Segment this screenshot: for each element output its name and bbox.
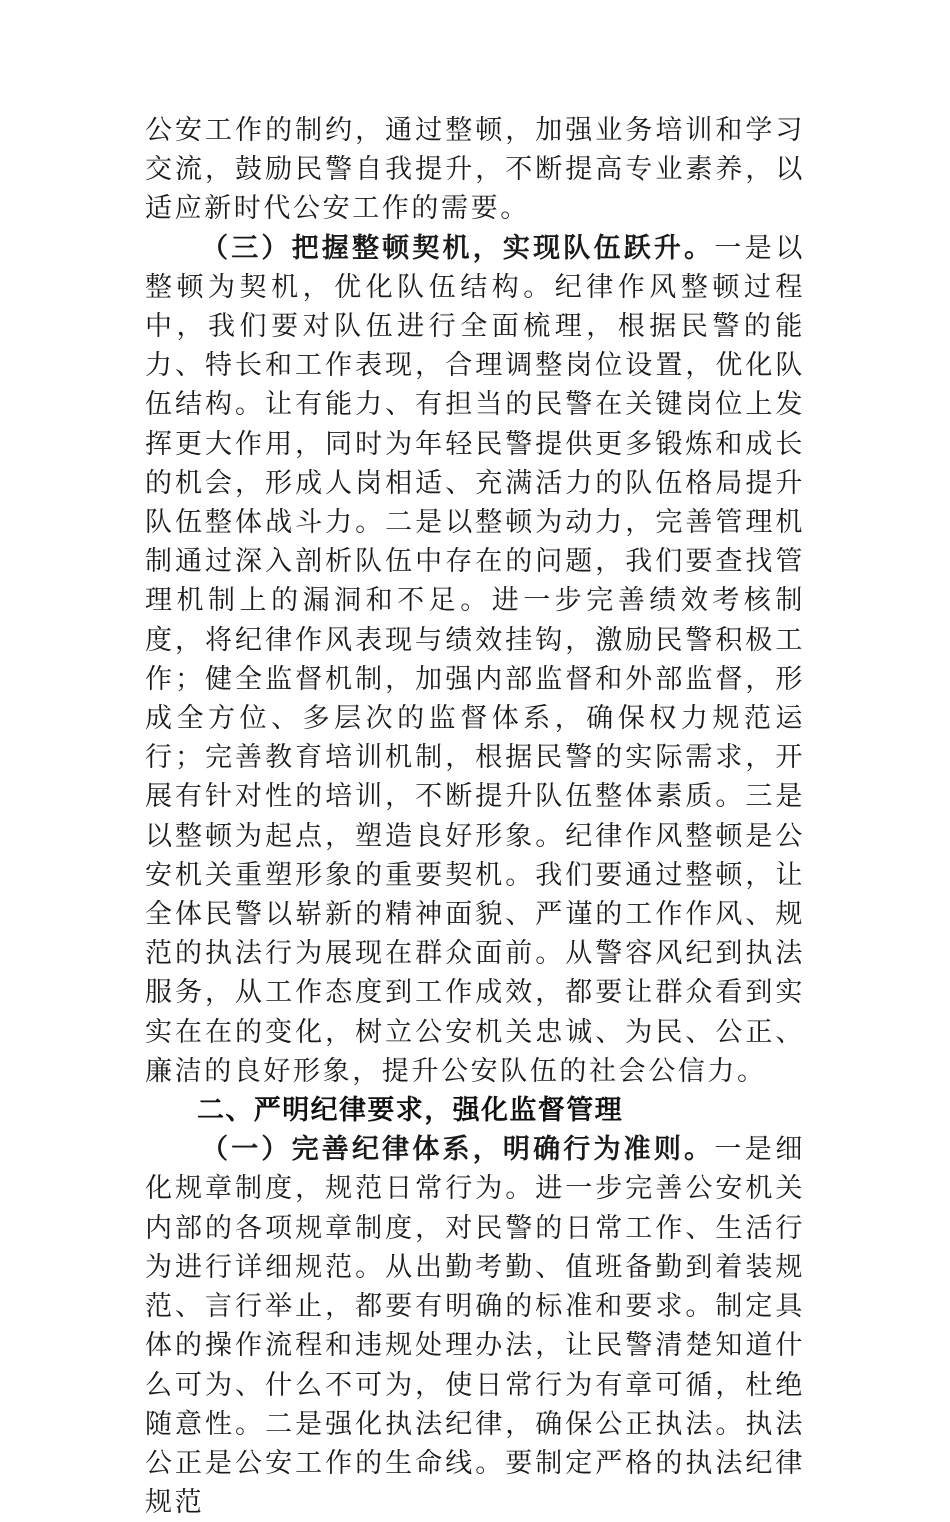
document-page — [145, 111, 805, 1522]
section-three-paragraph — [145, 229, 805, 1091]
section-three-lead: （三）把握整顿契机，实现队伍跃升。 — [201, 232, 715, 264]
continuation-paragraph: 公安工作的制约，通过整顿，加强业务培训和学习交流，鼓励民警自我提升，不断提高专业素养，以适应新时代公安工作的需要。 — [145, 115, 805, 225]
section-three-body: 一是以整顿为契机，优化队伍结构。纪律作风整顿过程中，我们要对队伍进行全面梳理，根据民警的能力、特长和工作表现，合理调整岗位设置，优化队伍结构。让有能力、有担当的民警在关键岗位上发挥更大作用，同时为年轻民警提供更多锻炼和成长的机会，形成人岗相适、充满活力的队伍格局提升队伍整体战斗力。二是以整顿为动力，完善管理机制通过深入剖析队伍中存在的问题，我们要查找管理机制上的漏洞和不足。进一步完善绩效考核制度，将纪律作风表现与绩效挂钩，激励民警积极工作；健全监督机制，加强内部监督和外部监督，形成全方位、多层次的监督体系，确保权力规范运行；完善教育培训机制，根据民警的实际需求，开展有针对性的培训，不断提升队伍整体素质。三是以整顿为起点，塑造良好形象。纪律作风整顿是公安机关重塑形象的重要契机。我们要通过整顿，让全体民警以崭新的精神面貌、严谨的工作作风、规范的执法行为展现在群众面前。从警容风纪到执法服务，从工作态度到工作成效，都要让群众看到实实在在的变化，树立公安机关忠诚、为民、公正、廉洁的良好形象，提升公安队伍的社会公信力。 — [145, 232, 805, 1087]
section-one-paragraph — [145, 1130, 805, 1522]
heading-two: 二、严明纪律要求，强化监督管理 — [197, 1095, 623, 1127]
section-one-lead: （一）完善纪律体系，明确行为准则。 — [201, 1134, 715, 1166]
section-one-body: 一是细化规章制度，规范日常行为。进一步完善公安机关内部的各项规章制度，对民警的日常工作、生活行为进行详细规范。从出勤考勤、值班备勤到着装规范、言行举止，都要有明确的标准和要求。制定具体的操作流程和违规处理办法，让民警清楚知道什么可为、什么不可为，使日常行为有章可循，杜绝随意性。二是强化执法纪律，确保公正执法。执法公正是公安工作的生命线。要制定严格的执法纪律规范 — [145, 1134, 805, 1519]
